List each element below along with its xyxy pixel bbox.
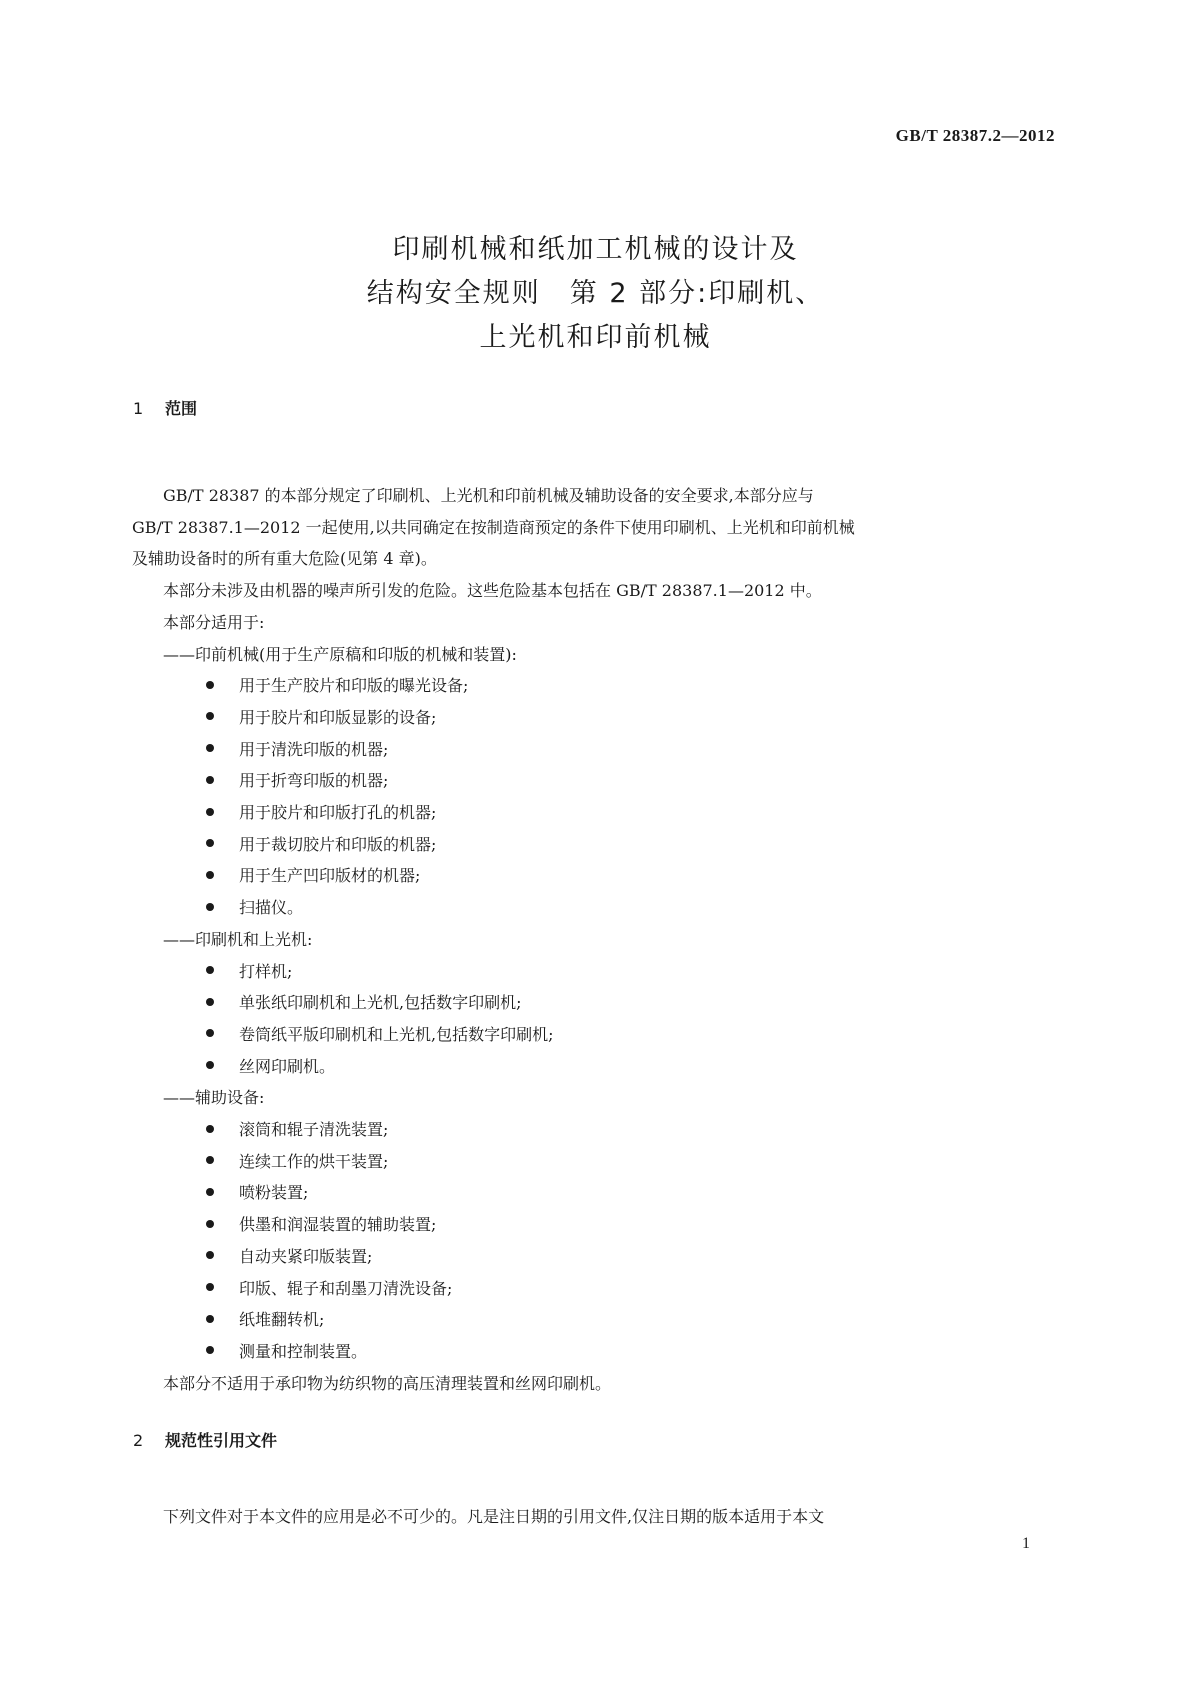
section-2-number: 2	[133, 1431, 144, 1450]
section-2-text: 下列文件对于本文件的应用是必不可少的。凡是注日期的引用文件,仅注日期的版本适用于本文	[163, 1507, 825, 1526]
list-item: 卷筒纸平版印刷机和上光机,包括数字印刷机;	[206, 1019, 1058, 1051]
bullet-icon	[206, 1188, 214, 1196]
bullet-icon	[206, 808, 214, 816]
bullet-icon	[206, 1125, 214, 1133]
bullet-icon	[206, 1220, 214, 1228]
bullet-icon	[206, 1251, 214, 1259]
exclusion-note: 本部分不适用于承印物为纺织物的高压清理装置和丝网印刷机。	[163, 1373, 612, 1393]
list-item: 滚筒和辊子清洗装置;	[206, 1114, 1058, 1146]
bullet-icon	[206, 903, 214, 911]
bullet-icon	[206, 776, 214, 784]
bullet-icon	[206, 1346, 214, 1354]
section-1-title: 范围	[165, 399, 198, 418]
list-item: 供墨和润湿装置的辅助装置;	[206, 1209, 1058, 1241]
list-item: 用于胶片和印版打孔的机器;	[206, 797, 1058, 829]
list-item: 用于生产凹印版材的机器;	[206, 860, 1058, 892]
section-2-heading	[133, 1428, 277, 1451]
standard-code: GB/T 28387.2—2012	[895, 126, 1055, 145]
bullet-icon	[206, 839, 214, 847]
intro-line-3: 及辅助设备时的所有重大危险(见第 4 章)。	[132, 549, 437, 569]
intro-line-1: GB/T 28387 的本部分规定了印刷机、上光机和印前机械及辅助设备的安全要求,本部分应与	[163, 486, 814, 505]
bullet-icon	[206, 1283, 214, 1291]
list-item: 单张纸印刷机和上光机,包括数字印刷机;	[206, 987, 1058, 1019]
bullet-icon	[206, 1029, 214, 1037]
list-item: 印版、辊子和刮墨刀清洗设备;	[206, 1273, 1058, 1305]
list-item: 纸堆翻转机;	[206, 1304, 1058, 1336]
applies-to: 本部分适用于:	[163, 612, 265, 632]
list-item: 用于生产胶片和印版的曝光设备;	[206, 670, 1058, 702]
document-title	[0, 228, 1191, 360]
list-item: 用于清洗印版的机器;	[206, 734, 1058, 766]
bullet-icon	[206, 998, 214, 1006]
list-item: 测量和控制装置。	[206, 1336, 1058, 1368]
title-line-2: 结构安全规则 第 2 部分:印刷机、	[366, 278, 825, 309]
bullet-icon	[206, 871, 214, 879]
title-line-1: 印刷机械和纸加工机械的设计及	[392, 234, 799, 265]
bullet-icon	[206, 712, 214, 720]
bullet-icon	[206, 966, 214, 974]
page-number: 1	[1022, 1535, 1030, 1552]
list-item: 自动夹紧印版装置;	[206, 1241, 1058, 1273]
list-item: 用于折弯印版的机器;	[206, 765, 1058, 797]
list-item: 丝网印刷机。	[206, 1051, 1058, 1083]
group-label: ——辅助设备:	[163, 1088, 265, 1108]
bullet-icon	[206, 1061, 214, 1069]
list-item: 用于裁切胶片和印版的机器;	[206, 829, 1058, 861]
list-item: 用于胶片和印版显影的设备;	[206, 702, 1058, 734]
section-1-heading	[133, 396, 197, 419]
bullet-icon	[206, 1156, 214, 1164]
section-1-body	[132, 480, 1058, 1399]
title-line-3: 上光机和印前机械	[479, 322, 712, 353]
section-2-body	[163, 1501, 1058, 1533]
group-label: ——印刷机和上光机:	[163, 929, 313, 949]
group-label: ——印前机械(用于生产原稿和印版的机械和装置):	[163, 644, 517, 664]
intro-line-2: GB/T 28387.1—2012 一起使用,以共同确定在按制造商预定的条件下使用印刷机、上光机和印前机械	[132, 517, 855, 537]
bullet-icon	[206, 744, 214, 752]
section-1-number: 1	[133, 399, 144, 418]
list-item: 连续工作的烘干装置;	[206, 1146, 1058, 1178]
noise-note: 本部分未涉及由机器的噪声所引发的危险。这些危险基本包括在 GB/T 28387.1—2012 中。	[163, 581, 822, 601]
bullet-icon	[206, 1315, 214, 1323]
list-item: 扫描仪。	[206, 892, 1058, 924]
list-item: 喷粉装置;	[206, 1177, 1058, 1209]
section-2-title: 规范性引用文件	[165, 1431, 278, 1450]
bullet-icon	[206, 681, 214, 689]
list-item: 打样机;	[206, 956, 1058, 988]
